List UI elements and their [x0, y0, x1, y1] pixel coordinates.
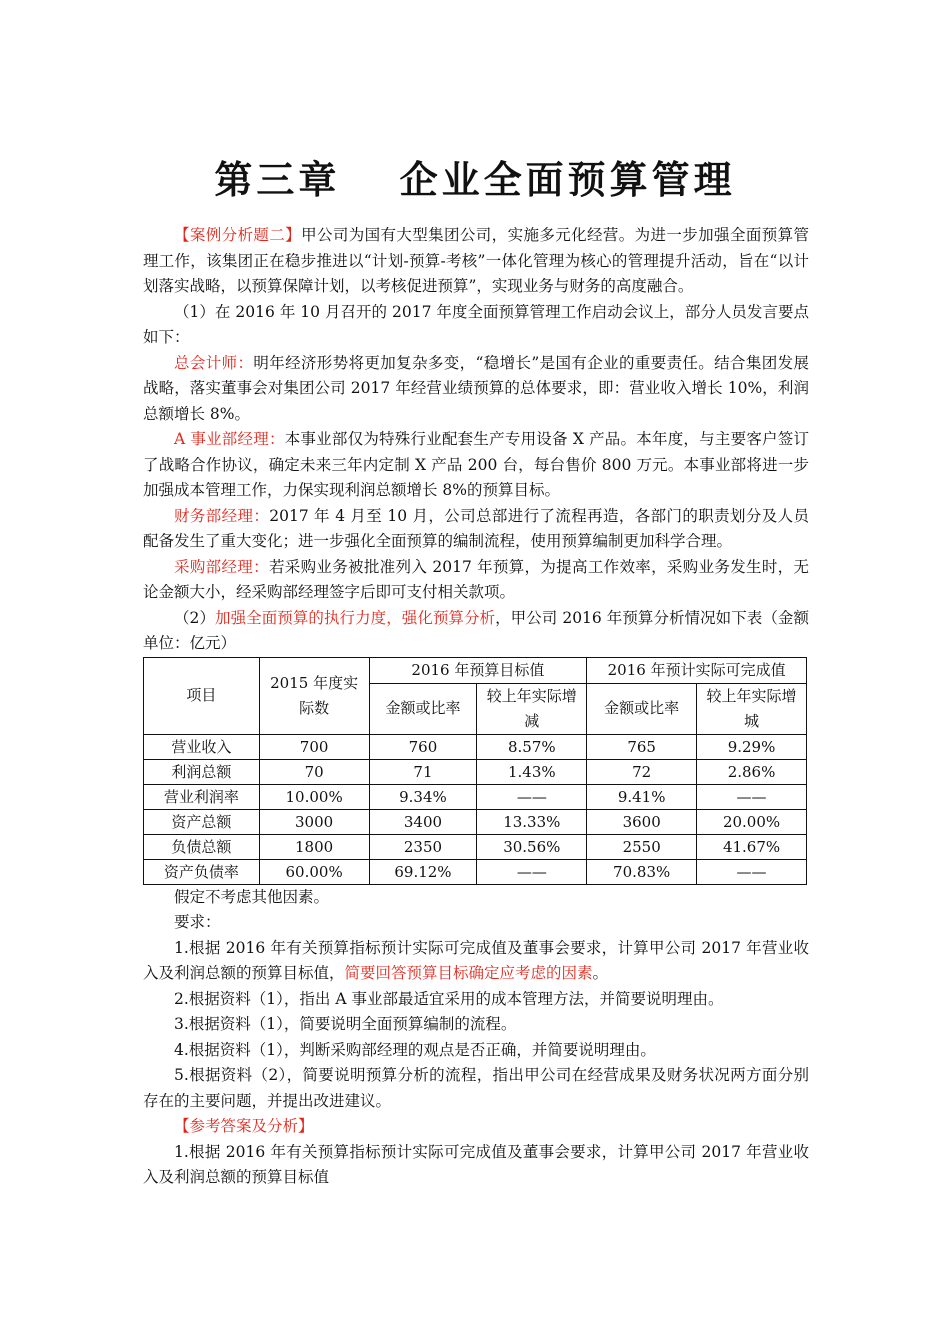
requirements-title: 要求：: [174, 913, 221, 931]
cell-actual-amount: 70.83%: [587, 859, 697, 884]
cell-2015: 700: [259, 734, 369, 759]
cell-actual-change: 20.00%: [697, 809, 807, 834]
header-change-actual: 较上年实际增城: [697, 683, 807, 734]
row-name: 营业利润率: [144, 784, 260, 809]
requirement-4: 4.根据资料（1），判断采购部经理的观点是否正确，并简要说明理由。: [174, 1040, 656, 1059]
requirement-1-prefix: 1.根据 2016 年有关预算指标预计实际可完成值及董事会要求，计算甲公司 2017 年营业收入及利润总额的预算目标值，: [143, 938, 809, 982]
cell-budget-change: ——: [477, 784, 587, 809]
cell-actual-amount: 9.41%: [587, 784, 697, 809]
cell-actual-amount: 72: [587, 759, 697, 784]
speaker-cfo: [143, 351, 809, 428]
requirement-5: 5.根据资料（2），简要说明预算分析的流程，指出甲公司在经营成果及财务状况两方面分别存在的主要问题，并提出改进建议。: [143, 1066, 809, 1110]
requirement-1-highlight: 简要回答预算目标确定应考虑的因素: [344, 964, 593, 982]
header-budget: 2016 年预算目标值: [369, 657, 587, 683]
header-actual: 2016 年预计实际可完成值: [587, 657, 807, 683]
header-amount-actual: 金额或比率: [587, 683, 697, 734]
speaker-name: 总会计师：: [174, 353, 254, 372]
cell-budget-amount: 9.34%: [369, 784, 477, 809]
cell-2015: 60.00%: [259, 859, 369, 884]
row-name: 营业收入: [144, 734, 260, 759]
cell-budget-amount: 760: [369, 734, 477, 759]
speaker-finance: [143, 504, 809, 555]
cell-budget-change: 13.33%: [477, 809, 587, 834]
cell-2015: 70: [259, 759, 369, 784]
chapter-title: 第三章 企业全面预算管理: [214, 157, 736, 202]
speaker-text: 本事业部仅为特殊行业配套生产专用设备 X 产品。本年度，与主要客户签订了战略合作协议，确定未来三年内定制 X 产品 200 台，每台售价 800 万元。本事业部将进一步加强成本管理工作，力保实现利润总额增长 8%的预算目标。: [143, 430, 809, 499]
requirement-1: [143, 936, 809, 987]
table-row: [144, 809, 807, 834]
cell-actual-change: 41.67%: [697, 834, 807, 859]
cell-2015: 10.00%: [259, 784, 369, 809]
cell-actual-change: 9.29%: [697, 734, 807, 759]
case-intro: [143, 223, 809, 300]
row-name: 资产总额: [144, 809, 260, 834]
cell-budget-amount: 3400: [369, 809, 477, 834]
item-2-prefix: （2）: [174, 608, 216, 627]
case-tag: 【案例分析题二】: [174, 226, 302, 244]
speaker-text: 2017 年 4 月至 10 月，公司总部进行了流程再造，各部门的职责划分及人员配备发生了重大变化；进一步强化全面预算的编制流程，使用预算编制更加科学合理。: [143, 506, 809, 550]
cell-budget-change: 8.57%: [477, 734, 587, 759]
table-row: [144, 759, 807, 784]
header-item: 项目: [144, 657, 260, 734]
answer-heading: 【参考答案及分析】: [174, 1117, 314, 1135]
assumption: 假定不考虑其他因素。: [174, 887, 330, 906]
table-row: [144, 834, 807, 859]
requirement-3: 3.根据资料（1），简要说明全面预算编制的流程。: [174, 1015, 517, 1033]
cell-actual-amount: 765: [587, 734, 697, 759]
document-body: [143, 223, 809, 1191]
budget-analysis-table: [143, 657, 807, 885]
case-intro-text: 甲公司为国有大型集团公司，实施多元化经营。为进一步加强全面预算管理工作，该集团正在稳步推进以“计划-预算-考核”一体化管理为核心的管理提升活动，旨在“以计划落实战略，以预算保障计划，以考核促进预算”，实现业务与财务的高度融合。: [143, 226, 809, 295]
cell-budget-change: 30.56%: [477, 834, 587, 859]
item-2-highlight: 加强全面预算的执行力度，强化预算分析: [215, 608, 496, 627]
speaker-division-a: [143, 427, 809, 504]
table-row: [144, 734, 807, 759]
cell-actual-amount: 2550: [587, 834, 697, 859]
speaker-procurement: [143, 555, 809, 606]
cell-actual-change: ——: [697, 859, 807, 884]
cell-budget-change: 1.43%: [477, 759, 587, 784]
row-name: 利润总额: [144, 759, 260, 784]
cell-actual-amount: 3600: [587, 809, 697, 834]
speaker-name: A 事业部经理：: [174, 430, 285, 448]
cell-budget-amount: 69.12%: [369, 859, 477, 884]
speaker-text: 明年经济形势将更加复杂多变，“稳增长”是国有企业的重要责任。结合集团发展战略，落实董事会对集团公司 2017 年经营业绩预算的总体要求，即：营业收入增长 10%，利润总额增长 8%。: [143, 353, 809, 423]
header-2015: 2015 年度实际数: [259, 657, 369, 734]
item-2: [143, 606, 809, 657]
cell-2015: 3000: [259, 809, 369, 834]
row-name: 负债总额: [144, 834, 260, 859]
cell-actual-change: 2.86%: [697, 759, 807, 784]
table-row: [144, 859, 807, 884]
row-name: 资产负债率: [144, 859, 260, 884]
table-header-row: [144, 657, 807, 683]
cell-budget-amount: 2350: [369, 834, 477, 859]
requirement-1-suffix: 。: [592, 964, 609, 982]
speaker-name: 采购部经理：: [174, 557, 269, 576]
cell-actual-change: ——: [697, 784, 807, 809]
cell-budget-change: ——: [477, 859, 587, 884]
item-2-suffix: ，甲公司 2016 年预算分析情况如下表（金额单位：亿元）: [143, 608, 809, 652]
cell-2015: 1800: [259, 834, 369, 859]
table-row: [144, 784, 807, 809]
speaker-text: 若采购业务被批准列入 2017 年预算，为提高工作效率，采购业务发生时，无论金额大小，经采购部经理签字后即可支付相关款项。: [143, 557, 809, 601]
cell-budget-amount: 71: [369, 759, 477, 784]
requirement-2: 2.根据资料（1），指出 A 事业部最适宜采用的成本管理方法，并简要说明理由。: [174, 989, 724, 1008]
header-amount-budget: 金额或比率: [369, 683, 477, 734]
header-change-budget: 较上年实际增减: [477, 683, 587, 734]
answer-1: 1.根据 2016 年有关预算指标预计实际可完成值及董事会要求，计算甲公司 2017 年营业收入及利润总额的预算目标值: [143, 1142, 809, 1186]
item-1: （1）在 2016 年 10 月召开的 2017 年度全面预算管理工作启动会议上，部分人员发言要点如下：: [143, 302, 809, 346]
speaker-name: 财务部经理：: [174, 506, 270, 525]
